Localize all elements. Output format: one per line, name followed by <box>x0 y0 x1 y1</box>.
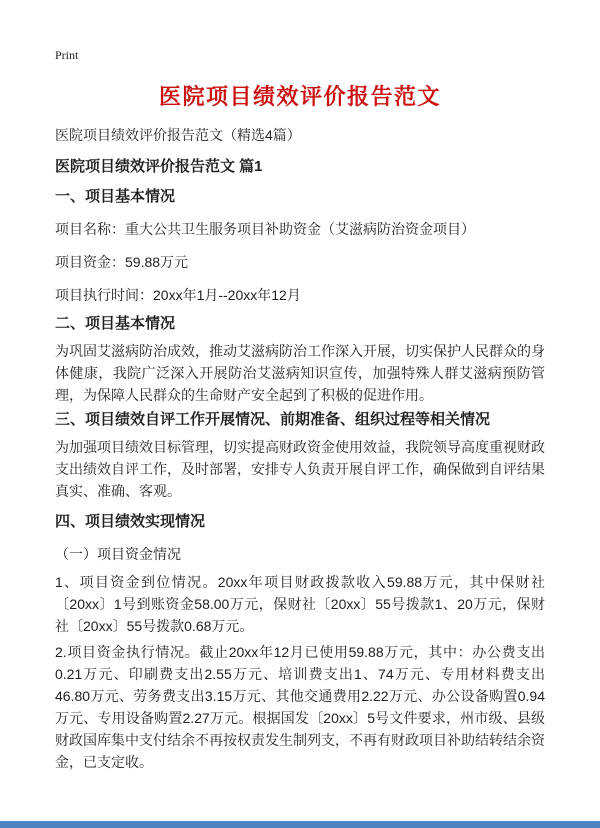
section-2-paragraph: 为巩固艾滋病防治成效，推动艾滋病防治工作深入开展，切实保护人民群众的身体健康，我院广泛深入开展防治艾滋病知识宣传，加强特殊人群艾滋病预防管理，为保障人民群众的生命财产安全起到了积极的促进作用。 <box>55 343 545 403</box>
article-part-heading: 医院项目绩效评价报告范文 篇1 <box>55 158 263 175</box>
section-heading-3: 三、项目绩效自评工作开展情况、前期准备、组织过程等相关情况 <box>55 411 491 428</box>
fund-arrival-paragraph: 1、项目资金到位情况。20xx年项目财政拨款收入59.88万元，其中保财社〔20xx〕1号到账资金58.00万元，保财社〔20xx〕55号拨款1、20万元，保财社〔20xx〕55号拨款0.68万元。 <box>55 574 545 634</box>
page-subtitle: 医院项目绩效评价报告范文（精选4篇） <box>55 127 301 143</box>
project-name-line: 项目名称：重大公共卫生服务项目补助资金（艾滋病防治资金项目） <box>55 221 475 237</box>
section-heading-1: 一、项目基本情况 <box>55 188 176 205</box>
section-heading-2: 二、项目基本情况 <box>55 315 176 332</box>
section-3-paragraph: 为加强项目绩效目标管理，切实提高财政资金使用效益，我院领导高度重视财政支出绩效自评工作，及时部署，安排专人负责开展自评工作，确保做到自评结果真实、准确、客观。 <box>55 439 545 499</box>
fund-execution-paragraph: 2.项目资金执行情况。截止20xx年12月已使用59.88万元，其中：办公费支出0.21万元、印刷费支出2.55万元、培训费支出1、74万元、专用材料费支出46.80万元、劳务费支出3.15万元、其他交通费用2.22万元、办公设备购置0.94万元、专用设备购置2.27万元。根据国发〔20xx〕5号文件要求，州市级、县级财政国库集中支付结余不再按权责发生制列支，不再有财政项目补助结转结余资金，已支定收。 <box>55 644 545 770</box>
section-heading-4: 四、项目绩效实现情况 <box>55 513 206 530</box>
project-period-line: 项目执行时间：20xx年1月--20xx年12月 <box>55 287 301 303</box>
footer-bar <box>0 821 600 828</box>
page-title: 医院项目绩效评价报告范文 <box>158 84 441 109</box>
subsection-heading-fund: （一）项目资金情况 <box>55 546 181 562</box>
project-fund-line: 项目资金：59.88万元 <box>55 254 189 270</box>
print-link[interactable]: Print <box>55 48 79 62</box>
